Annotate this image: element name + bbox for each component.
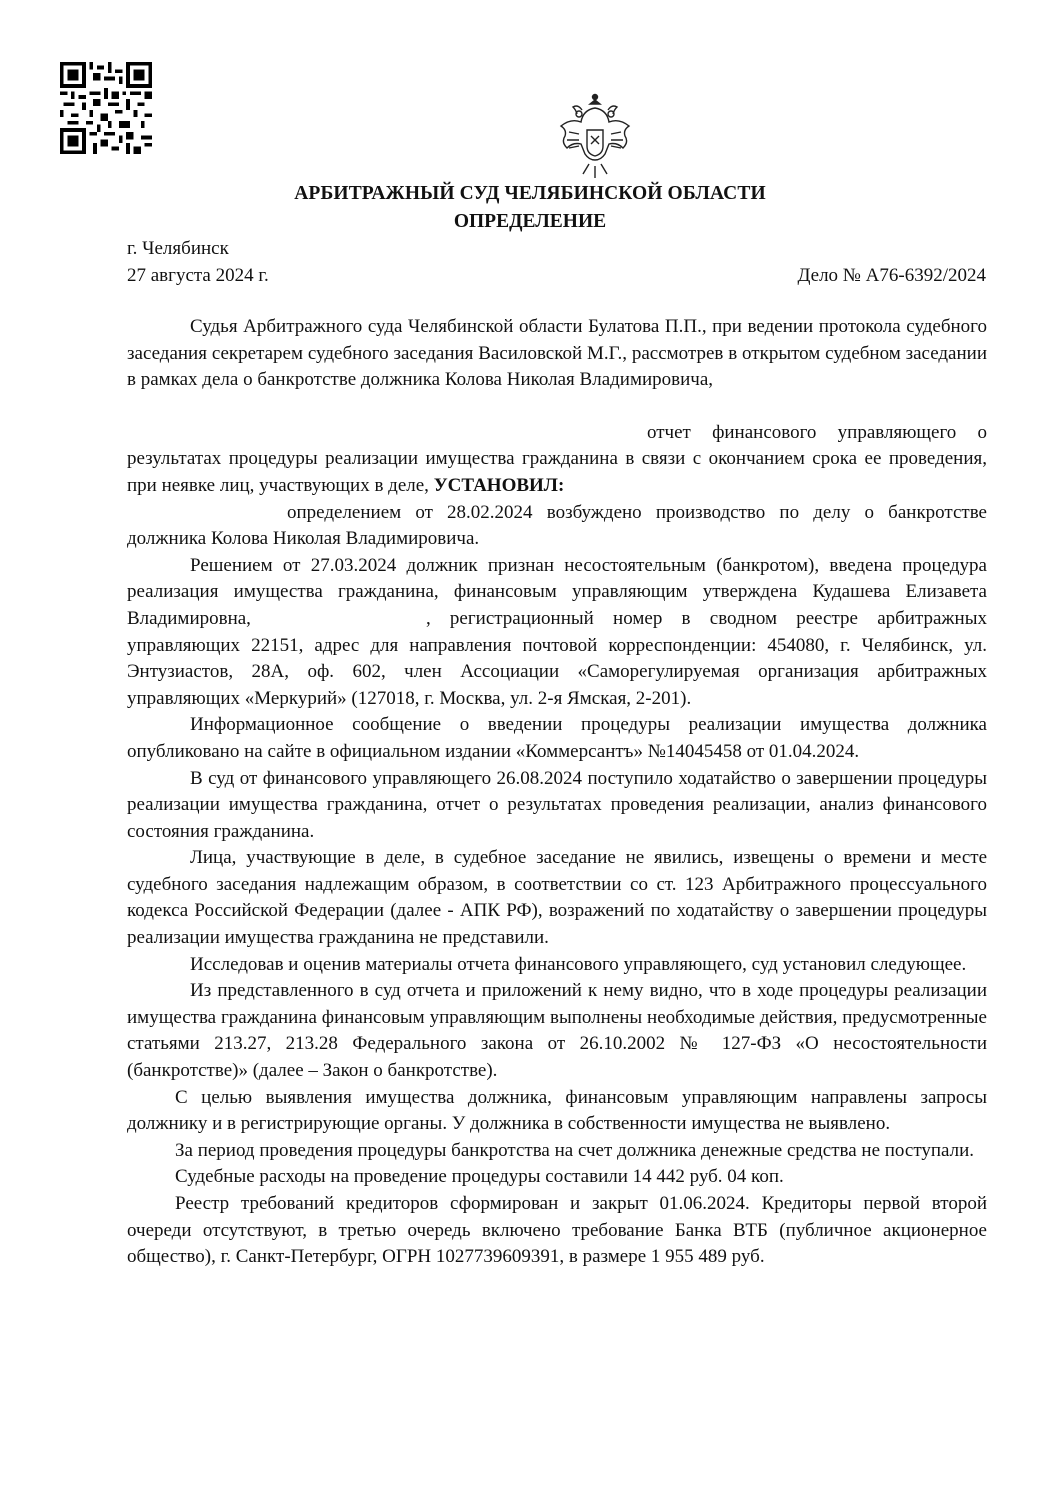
decision-text-b: , регистрационный номер в сводном реестре арбитражных управляющих 22151, адрес для направления почтовой корреспонденции: 454080, г. Челябинск, ул. Энтузиастов, 28А, оф. 602, член Ассоциации «Саморегулируемая организация арбитражных управляющих «Меркурий» (127018, г. Москва, ул. 2-я Ямская, 2-201). — [127, 607, 987, 709]
paragraph-funds: За период проведения процедуры банкротства на счет должника денежные средства не поступали. — [175, 1139, 975, 1161]
paragraph-initiated — [127, 500, 987, 553]
paragraph-registry: Реестр требований кредиторов сформирован и закрыт 01.06.2024. Кредиторы первой второй очереди отсутствуют, в третью очередь включено требование Банка ВТБ (публичное акционерное общество), г. Санкт-Петербург, ОГРН 1027739609391, в размере 1 955 489 руб. — [127, 1193, 987, 1268]
paragraph-motion: В суд от финансового управляющего 26.08.2024 поступило ходатайство о завершении процедуры реализации имущества гражданина, отчет о результатах проведения реализации, анализ финансового состояния гражданина. — [127, 767, 987, 842]
paragraph-expenses: Судебные расходы на проведение процедуры составили 14 442 руб. 04 коп. — [175, 1166, 784, 1188]
established-label: УСТАНОВИЛ: — [433, 474, 565, 496]
report-text: отчет финансового управляющего о результатах процедуры реализации имущества гражданина в связи с окончанием срока ее проведения, при неявке лиц, участвующих в деле, — [127, 421, 987, 496]
paragraph-report — [127, 420, 987, 500]
coat-of-arms-icon — [555, 92, 635, 182]
decision-text-a: Решением от 27.03.2024 должник признан несостоятельным (банкротом), введена процедура реализация имущества гражданина, финансовым управляющим утверждена Кудашева Елизавета Владимировна, — [127, 554, 987, 629]
city: г. Челябинск — [127, 238, 229, 259]
paragraph-decision — [127, 553, 987, 713]
paragraph-property: С целью выявления имущества должника, финансовым управляющим направлены запросы должнику и в регистрирующие органы. У должника в собственности имущества не выявлено. — [127, 1086, 987, 1135]
initiated-text: определением от 28.02.2024 возбуждено производство по делу о банкротстве должника Колова Николая Владимировича. — [127, 501, 987, 550]
document-date: 27 августа 2024 г. — [127, 265, 269, 286]
paragraph-publication: Информационное сообщение о введении процедуры реализации имущества должника опубликовано на сайте в официальном издании «Коммерсантъ» №14045458 от 01.04.2024. — [127, 714, 987, 762]
case-number: Дело № А76-6392/2024 — [797, 265, 986, 286]
paragraph-intro: Судья Арбитражного суда Челябинской области Булатова П.П., при ведении протокола судебного заседания секретарем судебного заседания Василовской М.Г., рассмотрев в открытом судебном заседании в рамках дела о банкротстве должника Колова Николая Владимировича, — [127, 316, 987, 391]
paragraph-report-details: Из представленного в суд отчета и приложений к нему видно, что в ходе процедуры реализации имущества гражданина финансовым управляющим выполнены необходимые действия, предусмотренные статьями 213.27, 213.28 Федерального закона от 26.10.2002 № 127-ФЗ «О несостоятельности (банкротстве)» (далее – Закон о банкротстве). — [127, 980, 987, 1082]
document-body — [127, 314, 987, 1271]
qr-code-icon — [60, 62, 152, 154]
paragraph-examined: Исследовав и оценив материалы отчета финансового управляющего, суд установил следующее. — [190, 953, 967, 975]
court-name: АРБИТРАЖНЫЙ СУД ЧЕЛЯБИНСКОЙ ОБЛАСТИ — [294, 183, 766, 204]
document-type: ОПРЕДЕЛЕНИЕ — [453, 211, 607, 232]
paragraph-parties: Лица, участвующие в деле, в судебное заседание не явились, извещены о времени и месте судебного заседания надлежащим образом, в соответствии со ст. 123 Арбитражного процессуального кодекса Российской Федерации (далее - АПК РФ), возражений по ходатайству о завершении процедуры реализации имущества гражданина не представили. — [127, 847, 987, 949]
